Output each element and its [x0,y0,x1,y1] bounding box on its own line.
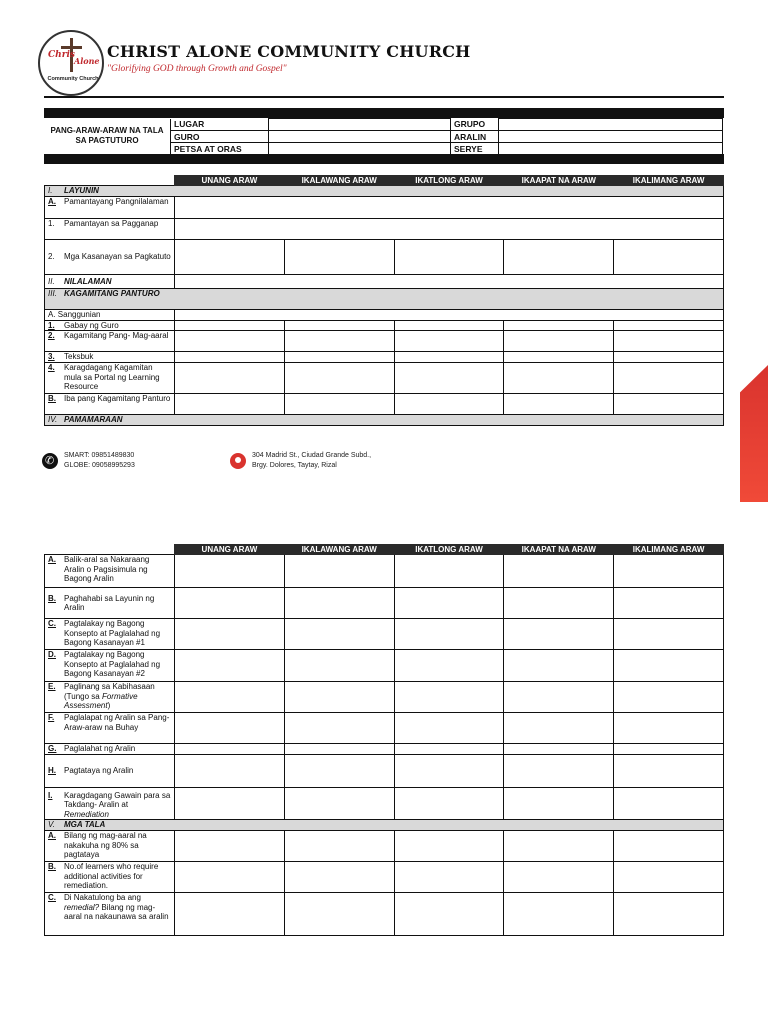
info-label: GURO [171,131,269,143]
entry-cell[interactable] [614,744,724,755]
entry-cell[interactable] [284,240,394,275]
address-line-1: 304 Madrid St., Ciudad Grande Subd., [252,452,372,459]
entry-cell[interactable] [284,862,394,893]
entry-cell[interactable] [614,352,724,363]
entry-cell[interactable] [284,744,394,755]
entry-cell[interactable] [284,619,394,650]
entry-cell[interactable] [504,831,614,862]
org-name: CHRIST ALONE COMMUNITY CHURCH [107,42,471,61]
entry-cell[interactable] [175,755,285,788]
entry-cell[interactable] [394,744,504,755]
church-logo [38,30,104,96]
entry-cell[interactable] [614,862,724,893]
entry-cell[interactable] [394,788,504,820]
entry-cell[interactable] [394,394,504,415]
entry-cell[interactable] [175,197,724,219]
table-row: A. Balik-aral sa Nakaraang Aralin o Pagsisimula ng Bagong Aralin [45,555,724,588]
table-row: C. Di Nakatulong ba ang remedial? Bilang ng mag-aaral na nakaunawa sa aralin [45,893,724,936]
entry-cell[interactable] [394,755,504,788]
info-value-field[interactable] [269,131,451,143]
entry-cell[interactable] [175,650,285,682]
entry-cell[interactable] [175,310,724,321]
day-header: UNANG ARAW [175,545,285,555]
entry-cell[interactable] [504,744,614,755]
lesson-plan-table-1 [44,175,724,426]
table-row: I. Karagdagang Gawain para sa Takdang- Aralin at Remediation [45,788,724,820]
info-label: SERYE [451,143,499,155]
table-row: G. Paglalahat ng Aralin [45,744,724,755]
entry-cell[interactable] [175,331,285,352]
day-header-row [45,545,724,555]
entry-cell[interactable] [284,394,394,415]
entry-cell[interactable] [175,219,724,240]
entry-cell[interactable] [504,893,614,936]
address-line-2: Brgy. Dolores, Taytay, Rizal [252,462,337,469]
table-row: 2. Mga Kasanayan sa Pagkatuto [45,240,724,275]
entry-cell[interactable] [504,555,614,588]
day-header-row [45,176,724,186]
entry-cell[interactable] [284,555,394,588]
entry-cell[interactable] [175,240,285,275]
info-value-field[interactable] [499,119,723,131]
contact-phone [42,451,135,471]
entry-cell[interactable] [394,862,504,893]
table-row: 4. Karagdagang Kagamitan mula sa Portal ng Learning Resource [45,363,724,394]
globe-number: GLOBE: 09058995293 [64,462,135,469]
day-header: IKALAWANG ARAW [284,545,394,555]
entry-cell[interactable] [614,831,724,862]
info-label: ARALIN [451,131,499,143]
entry-cell[interactable] [175,588,285,619]
entry-cell[interactable] [504,682,614,713]
day-header: UNANG ARAW [175,176,285,186]
table-row: A. Pamantayang Pangnilalaman [45,197,724,219]
section-row-kagamitang: III. KAGAMITANG PANTURO [45,289,724,310]
entry-cell[interactable] [175,744,285,755]
entry-cell[interactable] [394,619,504,650]
entry-cell[interactable] [175,831,285,862]
entry-cell[interactable] [175,363,285,394]
entry-cell[interactable] [175,320,285,331]
day-header: IKAAPAT NA ARAW [504,176,614,186]
entry-cell[interactable] [284,713,394,744]
entry-cell[interactable] [614,788,724,820]
entry-cell[interactable] [614,331,724,352]
entry-cell[interactable] [284,363,394,394]
entry-cell[interactable] [614,682,724,713]
entry-cell[interactable] [614,755,724,788]
info-label: GRUPO [451,119,499,131]
info-value-field[interactable] [499,143,723,155]
info-label: PETSA AT ORAS [171,143,269,155]
info-row [171,143,723,155]
entry-cell[interactable] [504,713,614,744]
entry-cell[interactable] [175,713,285,744]
entry-cell[interactable] [175,893,285,936]
entry-cell[interactable] [504,363,614,394]
entry-cell[interactable] [284,893,394,936]
phone-icon [42,453,58,469]
entry-cell[interactable] [175,275,724,289]
header-divider [44,96,724,98]
table-row: H. Pagtataya ng Aralin [45,755,724,788]
section-row-mga-tala: V. MGA TALA [45,820,724,831]
entry-cell[interactable] [614,320,724,331]
entry-cell[interactable] [284,831,394,862]
day-header: IKALAWANG ARAW [284,176,394,186]
tagline: "Glorifying GOD through Growth and Gospel" [107,64,287,74]
entry-cell[interactable] [394,831,504,862]
header-blank [45,545,175,555]
contact-address [230,451,371,471]
cross-icon-bar [61,46,82,49]
entry-cell[interactable] [614,619,724,650]
entry-cell[interactable] [614,893,724,936]
entry-cell[interactable] [504,588,614,619]
entry-cell[interactable] [394,352,504,363]
entry-cell[interactable] [614,363,724,394]
header-blank [45,176,175,186]
entry-cell[interactable] [394,320,504,331]
info-row [171,119,723,131]
entry-cell[interactable] [614,555,724,588]
entry-cell[interactable] [504,320,614,331]
entry-cell[interactable] [394,650,504,682]
section-row-pamamaraan: IV. PAMAMARAAN [45,415,724,426]
entry-cell[interactable] [284,755,394,788]
day-header: IKAAPAT NA ARAW [504,545,614,555]
entry-cell[interactable] [504,619,614,650]
entry-cell[interactable] [284,788,394,820]
entry-cell[interactable] [504,862,614,893]
entry-cell[interactable] [394,682,504,713]
entry-cell[interactable] [175,682,285,713]
entry-cell[interactable] [504,240,614,275]
entry-cell[interactable] [614,650,724,682]
info-label: LUGAR [171,119,269,131]
entry-cell[interactable] [504,394,614,415]
form-title: PANG-ARAW-ARAW NA TALA SA PAGTUTURO [50,126,164,145]
section-row-layunin: I. LAYUNIN [45,186,724,197]
entry-cell[interactable] [394,713,504,744]
smart-number: SMART: 09851489830 [64,452,135,459]
day-header: IKATLONG ARAW [394,176,504,186]
day-header: IKALIMANG ARAW [614,545,724,555]
location-pin-icon [230,453,246,469]
lesson-plan-table-2 [44,544,724,936]
info-value-field[interactable] [269,119,451,131]
table-row: II. NILALAMAN [45,275,724,289]
logo-text-2: Alone [74,56,100,66]
table-row: 3. Teksbuk [45,352,724,363]
entry-cell[interactable] [394,555,504,588]
info-top-bar [44,108,724,118]
table-row: B. No.of learners who require additional activities for remediation. [45,862,724,893]
entry-cell[interactable] [504,331,614,352]
table-row: A. Sanggunian [45,310,724,321]
entry-cell[interactable] [614,713,724,744]
table-row: C. Pagtalakay ng Bagong Konsepto at Paglalahad ng Bagong Kasanayan #1 [45,619,724,650]
entry-cell[interactable] [614,394,724,415]
entry-cell[interactable] [175,394,285,415]
entry-cell[interactable] [284,588,394,619]
info-value-field[interactable] [499,131,723,143]
entry-cell[interactable] [504,650,614,682]
entry-cell[interactable] [175,352,285,363]
entry-cell[interactable] [504,755,614,788]
logo-text-1: Chris [48,50,75,60]
table-row: D. Pagtalakay ng Bagong Konsepto at Paglalahad ng Bagong Kasanayan #2 [45,650,724,682]
day-header: IKATLONG ARAW [394,545,504,555]
entry-cell[interactable] [175,555,285,588]
table-row: A. Bilang ng mag-aaral na nakakuha ng 80% sa pagtataya [45,831,724,862]
entry-cell[interactable] [394,893,504,936]
entry-cell[interactable] [175,862,285,893]
red-accent-shape [740,365,768,502]
entry-cell[interactable] [284,352,394,363]
info-bottom-bar [44,154,724,164]
info-table [170,118,723,155]
info-value-field[interactable] [269,143,451,155]
entry-cell[interactable] [284,331,394,352]
table-row: E. Paglinang sa Kabihasaan (Tungo sa Formative Assessment) [45,682,724,713]
entry-cell[interactable] [284,320,394,331]
table-row: F. Paglalapat ng Aralin sa Pang-Araw-araw na Buhay [45,713,724,744]
entry-cell[interactable] [175,788,285,820]
entry-cell[interactable] [504,788,614,820]
entry-cell[interactable] [284,650,394,682]
entry-cell[interactable] [394,588,504,619]
entry-cell[interactable] [394,240,504,275]
info-row [171,131,723,143]
table-row: 1. Pamantayan sa Pagganap [45,219,724,240]
table-row: 1. Gabay ng Guro [45,320,724,331]
entry-cell[interactable] [394,363,504,394]
entry-cell[interactable] [175,619,285,650]
entry-cell[interactable] [504,352,614,363]
table-row: B. Paghahabi sa Layunin ng Aralin [45,588,724,619]
table-row: 2. Kagamitang Pang- Mag-aaral [45,331,724,352]
entry-cell[interactable] [284,682,394,713]
day-header: IKALIMANG ARAW [614,176,724,186]
logo-text-3: Community Church [47,76,99,82]
entry-cell[interactable] [614,240,724,275]
entry-cell[interactable] [614,588,724,619]
table-row: B. Iba pang Kagamitang Panturo [45,394,724,415]
entry-cell[interactable] [394,331,504,352]
